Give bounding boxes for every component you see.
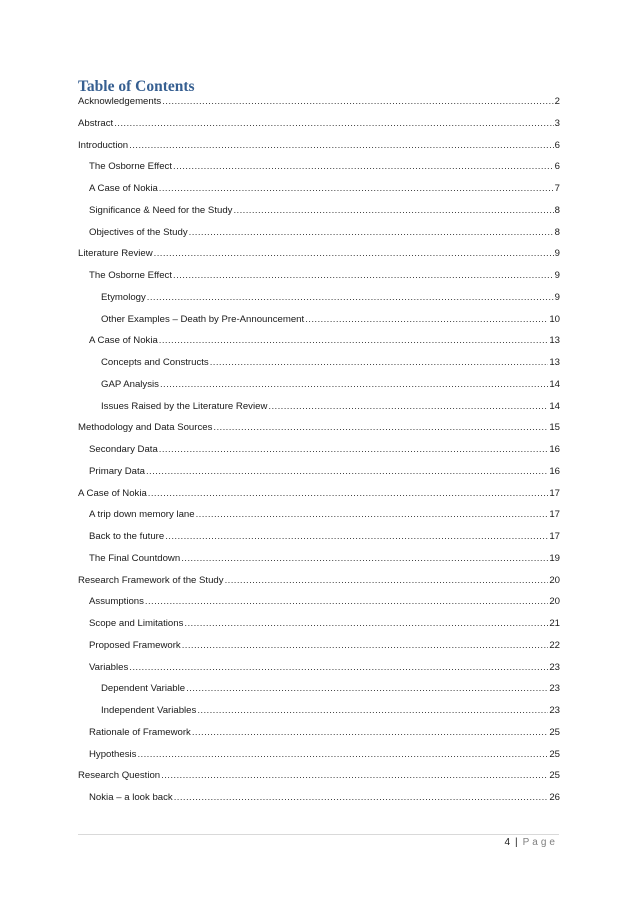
toc-entry[interactable]	[101, 291, 560, 305]
toc-entry-page: 6	[554, 139, 560, 151]
toc-entry-label: A Case of Nokia	[78, 487, 147, 499]
toc-dot-leader	[146, 465, 548, 479]
toc-entry-page: 25	[549, 770, 560, 782]
toc-dot-leader	[181, 552, 548, 566]
toc-entry-label: Hypothesis	[89, 748, 137, 760]
toc-entry-page: 23	[549, 705, 560, 716]
toc-entry-label: Concepts and Constructs	[101, 357, 209, 368]
toc-entry-label: Significance & Need for the Study	[89, 204, 233, 216]
toc-entry-page: 8	[554, 204, 560, 216]
toc-entry-page: 9	[554, 291, 560, 303]
toc-dot-leader	[182, 639, 549, 653]
toc-entry-page: 26	[549, 792, 560, 803]
toc-entry[interactable]	[89, 334, 560, 348]
toc-entry-page: 20	[549, 574, 560, 586]
toc-entry[interactable]	[101, 400, 560, 414]
toc-dot-leader	[173, 160, 554, 174]
toc-entry-label: Acknowledgements	[78, 96, 162, 107]
toc-entry-label: Back to the future	[89, 531, 165, 542]
toc-entry-label: Introduction	[78, 139, 129, 151]
toc-entry[interactable]	[101, 682, 560, 696]
toc-entry[interactable]	[89, 226, 560, 240]
footer-divider	[78, 834, 559, 835]
toc-entry-page: 9	[554, 270, 560, 281]
toc-dot-leader	[129, 139, 554, 153]
toc-entry-label: Literature Review	[78, 248, 153, 260]
toc-entry-page: 16	[549, 465, 560, 477]
toc-entry-page: 8	[554, 226, 560, 238]
toc-entry-page: 3	[554, 117, 560, 129]
toc-entry-page: 17	[549, 531, 560, 542]
toc-dot-leader	[197, 704, 548, 718]
toc-dot-leader	[161, 769, 548, 783]
toc-entry-label: Proposed Framework	[89, 639, 181, 651]
toc-dot-leader	[186, 682, 548, 696]
toc-entry[interactable]	[89, 443, 560, 457]
toc-entry[interactable]	[78, 117, 560, 131]
toc-entry[interactable]	[89, 748, 560, 762]
toc-entry-page: 14	[549, 378, 560, 390]
toc-entry-label: The Osborne Effect	[89, 161, 173, 173]
toc-dot-leader	[145, 595, 548, 609]
toc-entry-page: 14	[549, 400, 560, 412]
toc-entry-label: Other Examples – Death by Pre-Announcement	[101, 313, 305, 325]
toc-entry-page: 17	[549, 487, 560, 499]
toc-dot-leader	[213, 421, 548, 435]
toc-dot-leader	[159, 182, 554, 196]
toc-entry[interactable]	[78, 574, 560, 588]
toc-entry[interactable]	[78, 769, 560, 783]
toc-entry-label: The Final Countdown	[89, 552, 181, 564]
toc-dot-leader	[173, 269, 554, 283]
toc-entry-page: 21	[549, 618, 560, 629]
footer-separator: |	[515, 837, 518, 848]
toc-entry-label: Primary Data	[89, 465, 145, 477]
toc-dot-leader	[162, 95, 553, 109]
toc-entry[interactable]	[101, 313, 560, 327]
toc-entry-page: 20	[549, 596, 560, 608]
toc-entry-page: 25	[549, 726, 560, 738]
toc-entry[interactable]	[89, 617, 560, 631]
toc-entry-page: 23	[549, 661, 560, 673]
footer-page-label: Page	[522, 837, 558, 848]
toc-entry-label: Abstract	[78, 117, 114, 129]
toc-entry[interactable]	[89, 552, 560, 566]
toc-entry-label: Assumptions	[89, 596, 144, 608]
toc-entry-label: Variables	[89, 661, 129, 673]
toc-entry-label: Independent Variables	[101, 705, 197, 716]
toc-entry-label: Dependent Variable	[101, 683, 186, 695]
toc-entry[interactable]	[89, 160, 560, 174]
toc-dot-leader	[174, 791, 549, 805]
toc-title: Table of Contents	[78, 78, 195, 95]
toc-entry-label: A trip down memory lane	[89, 509, 195, 521]
toc-entry-label: A Case of Nokia	[89, 183, 158, 194]
toc-entry-page: 2	[554, 96, 560, 107]
toc-dot-leader	[148, 487, 549, 501]
toc-entry-label: Nokia – a look back	[89, 792, 173, 803]
toc-entry[interactable]	[78, 487, 560, 501]
toc-entry-label: Secondary Data	[89, 444, 158, 455]
toc-entry[interactable]	[89, 791, 560, 805]
toc-entry-label: Issues Raised by the Literature Review	[101, 400, 268, 412]
toc-entry-label: Research Framework of the Study	[78, 574, 224, 586]
toc-entry[interactable]	[101, 378, 560, 392]
toc-entry-page: 10	[549, 313, 560, 325]
toc-dot-leader	[129, 661, 548, 675]
toc-entry[interactable]	[78, 247, 560, 261]
toc-entry-label: Rationale of Framework	[89, 726, 191, 738]
toc-entry[interactable]	[89, 530, 560, 544]
toc-dot-leader	[305, 313, 548, 327]
toc-entry[interactable]	[89, 639, 560, 653]
toc-dot-leader	[147, 291, 554, 305]
toc-entry-label: Objectives of the Study	[89, 226, 188, 238]
toc-entry-label: Methodology and Data Sources	[78, 422, 213, 434]
footer-page-number: 4	[504, 837, 511, 848]
toc-entry-page: 16	[549, 444, 560, 455]
toc-entry-label: A Case of Nokia	[89, 335, 158, 347]
toc-dot-leader	[184, 617, 548, 631]
toc-entry-page: 25	[549, 748, 560, 760]
toc-dot-leader	[225, 574, 549, 588]
toc-entry[interactable]	[89, 726, 560, 740]
toc-entry-page: 19	[549, 552, 560, 564]
toc-entry-page: 7	[554, 183, 560, 194]
toc-dot-leader	[159, 334, 549, 348]
toc-entry-label: Etymology	[101, 291, 146, 303]
toc-entry-page: 15	[549, 422, 560, 434]
toc-dot-leader	[189, 226, 554, 240]
toc-dot-leader	[154, 247, 554, 261]
toc-dot-leader	[159, 443, 549, 457]
toc-dot-leader	[233, 204, 553, 218]
toc-entry[interactable]	[89, 595, 560, 609]
toc-entry[interactable]	[78, 421, 560, 435]
toc-entry[interactable]	[78, 139, 560, 153]
toc-entry-page: 22	[549, 639, 560, 651]
toc-entry[interactable]	[101, 356, 560, 370]
toc-dot-leader	[196, 508, 549, 522]
toc-dot-leader	[114, 117, 553, 131]
toc-entry[interactable]	[89, 465, 560, 479]
toc-entry[interactable]	[89, 269, 560, 283]
toc-dot-leader	[268, 400, 548, 414]
toc-entry-page: 9	[554, 248, 560, 260]
toc-dot-leader	[210, 356, 549, 370]
toc-entry-page: 23	[549, 683, 560, 695]
toc-dot-leader	[160, 378, 548, 392]
toc-entry-page: 6	[554, 161, 560, 173]
page-footer	[504, 837, 558, 848]
toc-entry[interactable]	[89, 182, 560, 196]
toc-entry-page: 13	[549, 357, 560, 368]
toc-entry-label: The Osborne Effect	[89, 270, 173, 281]
toc-dot-leader	[165, 530, 548, 544]
toc-dot-leader	[192, 726, 548, 740]
toc-entry-label: Research Question	[78, 770, 161, 782]
toc-entry[interactable]	[89, 508, 560, 522]
toc-entry[interactable]	[89, 204, 560, 218]
toc-entry[interactable]	[101, 704, 560, 718]
toc-dot-leader	[137, 748, 548, 762]
toc-entry-label: GAP Analysis	[101, 378, 159, 390]
toc-entry-label: Scope and Limitations	[89, 618, 184, 629]
toc-entry-page: 17	[549, 509, 560, 521]
toc-entry[interactable]	[89, 661, 560, 675]
toc-entry-page: 13	[549, 335, 560, 347]
toc-entry[interactable]	[78, 95, 560, 109]
